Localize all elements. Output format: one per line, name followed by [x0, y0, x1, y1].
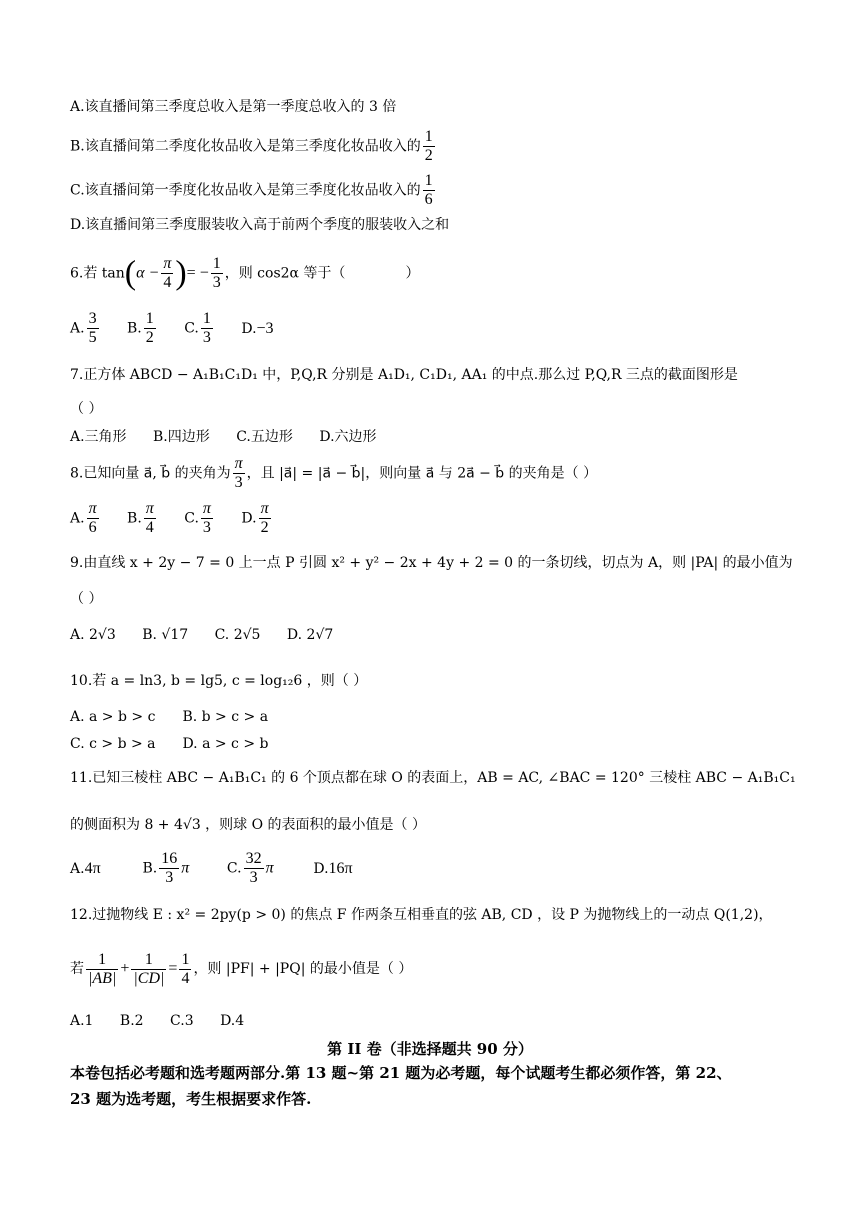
q5-option-c-text: C.该直播间第一季度化妆品收入是第三季度化妆品收入的	[70, 182, 421, 199]
q9-options	[70, 626, 355, 644]
fraction-denominator: 3	[249, 869, 258, 886]
fraction-denominator: 5	[88, 329, 97, 346]
fraction-denominator: 3	[234, 474, 243, 491]
q8-options	[70, 500, 295, 537]
fraction-numerator: 32	[245, 850, 262, 867]
q7-option-d: D.六边形	[319, 429, 377, 445]
q9-option-a: A. 2√3	[70, 627, 116, 643]
q10-option-d: D. a > c > b	[182, 736, 269, 752]
q12-option-a: A.1	[70, 1013, 94, 1029]
question-9: 9.由直线 x + 2y − 7 = 0 上一点 P 引圆 x² + y² − 2x + 4y + 2 = 0 的一条切线，切点为 A，则 |PA| 的最小值为	[70, 555, 793, 571]
q9-option-d: D. 2√7	[286, 627, 334, 643]
fraction-denominator: 4	[145, 519, 154, 536]
q5-option-c	[70, 172, 437, 209]
fraction-denominator: |AB|	[88, 969, 117, 987]
q6-option-a: A. $\frac{3}{5}$	[70, 310, 97, 346]
q9-option-b: B. √17	[142, 627, 189, 643]
q12-frac-cd	[131, 951, 166, 988]
fraction-numerator: 1	[145, 310, 154, 327]
q9-option-c: C. 2√5	[214, 627, 261, 643]
q12-option-b: B.2	[119, 1013, 144, 1029]
fraction-denominator: 6	[424, 191, 433, 208]
section-desc-line1: 本卷包括必考题和选考题两部分.第 13 题~第 21 题为必考题，每个试题考生都必须作答，第 22、	[70, 1064, 732, 1082]
q11-option-c: C. $\frac{32}{3}$ π	[226, 850, 274, 886]
q5-option-b-fraction	[423, 128, 435, 165]
q5-option-b	[70, 128, 437, 165]
fraction-denominator: |CD|	[133, 969, 165, 987]
q6-alpha: α −	[136, 264, 160, 282]
q10-options-row2	[70, 735, 291, 753]
q8-option-c: C. $\frac{\pi}{3}$	[184, 500, 211, 536]
q6-options	[70, 310, 296, 347]
q12-pre: 若	[70, 961, 84, 977]
question-11-line2: 的侧面积为 8 + 4√3 ，则球 O 的表面积的最小值是（ ）	[70, 817, 427, 833]
question-7: 7.正方体 ABCD − A₁B₁C₁D₁ 中，P,Q,R 分别是 A₁D₁, C₁D₁, AA₁ 的中点.那么过 P,Q,R 三点的截面图形是	[70, 367, 738, 383]
fraction-denominator: 6	[88, 519, 97, 536]
fraction-numerator: π	[234, 455, 243, 472]
q12-plus: +	[120, 960, 130, 977]
q9-paren: （ ）	[70, 591, 103, 607]
section-title: 第 II 卷（非选择题共 90 分）	[327, 1040, 533, 1058]
q6-option-d: D.−3	[241, 319, 274, 337]
q10-option-b: B. b > c > a	[182, 709, 269, 725]
fraction-denominator: 3	[202, 329, 211, 346]
q10-option-c: C. c > b > a	[70, 736, 156, 752]
q7-options	[70, 428, 399, 446]
fraction-numerator: 1	[131, 951, 166, 970]
fraction-numerator: π	[260, 500, 269, 517]
section-desc-line2: 23 题为选考题，考生根据要求作答.	[70, 1090, 312, 1108]
q6-one-third	[211, 255, 223, 292]
q10-options-row1	[70, 708, 290, 726]
q7-option-b: B.四边形	[153, 429, 210, 445]
q6-prefix: 6.若 tan	[70, 265, 125, 282]
q8-pre: 8.已知向量 a⃗, b⃗ 的夹角为	[70, 465, 231, 482]
q7-option-c: C.五边形	[236, 429, 293, 445]
q6-pi-over-4	[161, 255, 173, 292]
fraction-numerator: 1	[181, 950, 190, 968]
question-12-line2	[70, 950, 412, 988]
q12-equals: =	[168, 960, 178, 977]
q12-frac-quarter	[179, 951, 191, 988]
fraction-denominator: 4	[181, 969, 190, 987]
fraction-numerator: 3	[88, 310, 97, 327]
q11-options	[70, 850, 375, 887]
fraction-numerator: 1	[202, 310, 211, 327]
question-10: 10.若 a = ln3, b = lg5, c = log₁₂6 ，则（ ）	[70, 673, 368, 689]
q11-option-b: B. $\frac{16}{3}$ π	[142, 850, 190, 886]
q6-option-c: C. $\frac{1}{3}$	[184, 310, 211, 346]
q6-close-paren: ）	[405, 265, 420, 282]
fraction-denominator: 2	[424, 147, 433, 164]
q8-post: ，且 |a⃗| = |a⃗ − b⃗|，则向量 a⃗ 与 2a⃗ − b⃗ 的夹角是（ ）	[246, 465, 598, 482]
fraction-denominator: 3	[165, 869, 174, 886]
fraction-denominator: 2	[260, 519, 269, 536]
q5-option-a: A.该直播间第三季度总收入是第一季度总收入的 3 倍	[70, 99, 397, 115]
q5-option-c-fraction	[423, 172, 435, 209]
q10-option-a: A. a > b > c	[70, 709, 156, 725]
q12-option-c: C.3	[170, 1013, 194, 1029]
q12-options	[70, 1012, 266, 1030]
fraction-numerator: π	[163, 255, 172, 272]
q8-option-b: B. $\frac{\pi}{4}$	[127, 500, 154, 536]
fraction-numerator: π	[145, 500, 154, 517]
fraction-numerator: 16	[161, 850, 178, 867]
fraction-numerator: π	[88, 500, 97, 517]
fraction-numerator: π	[202, 500, 211, 517]
q11-option-d: D.16π	[313, 859, 353, 877]
fraction-denominator: 4	[163, 274, 172, 291]
question-12-line1: 12.过抛物线 E : x² = 2py(p > 0) 的焦点 F 作两条互相垂直的弦 AB, CD ，设 P 为抛物线上的一动点 Q(1,2)，	[70, 907, 773, 923]
q11-option-a: A.4π	[70, 859, 101, 877]
q6-equals: = −	[186, 264, 209, 282]
fraction-numerator: 1	[86, 951, 118, 970]
q12-frac-ab	[86, 951, 118, 988]
fraction-denominator: 3	[212, 274, 221, 291]
q7-paren: （ ）	[70, 401, 103, 417]
q6-mid-text: ，则 cos2α 等于（	[224, 265, 346, 282]
fraction-numerator: 1	[212, 255, 221, 272]
q8-angle	[233, 455, 245, 492]
q5-option-b-text: B.该直播间第二季度化妆品收入是第三季度化妆品收入的	[70, 138, 421, 155]
q12-post: ，则 |PF| + |PQ| 的最小值是（ ）	[193, 961, 413, 977]
q7-option-a: A.三角形	[70, 429, 127, 445]
q5-option-d: D.该直播间第三季度服装收入高于前两个季度的服装收入之和	[70, 217, 450, 233]
question-11-line1: 11.已知三棱柱 ABC − A₁B₁C₁ 的 6 个顶点都在球 O 的表面上，AB = AC, ∠BAC = 120° 三棱柱 ABC − A₁B₁C₁	[70, 770, 796, 786]
q6-option-b: B. $\frac{1}{2}$	[127, 310, 154, 346]
q12-option-d: D.4	[220, 1013, 245, 1029]
fraction-numerator: 1	[424, 128, 433, 145]
q8-option-d: D. $\frac{\pi}{2}$	[241, 500, 269, 536]
fraction-numerator: 1	[424, 172, 433, 189]
fraction-denominator: 2	[145, 329, 154, 346]
q8-option-a: A. $\frac{\pi}{6}$	[70, 500, 97, 536]
question-6: 6.若 tan(α − $\frac{\pi}{4}$ )= − $\frac{1}{3}$ ，则 cos2α 等于（ ）	[70, 254, 420, 292]
question-8	[70, 455, 597, 492]
fraction-denominator: 3	[202, 519, 211, 536]
